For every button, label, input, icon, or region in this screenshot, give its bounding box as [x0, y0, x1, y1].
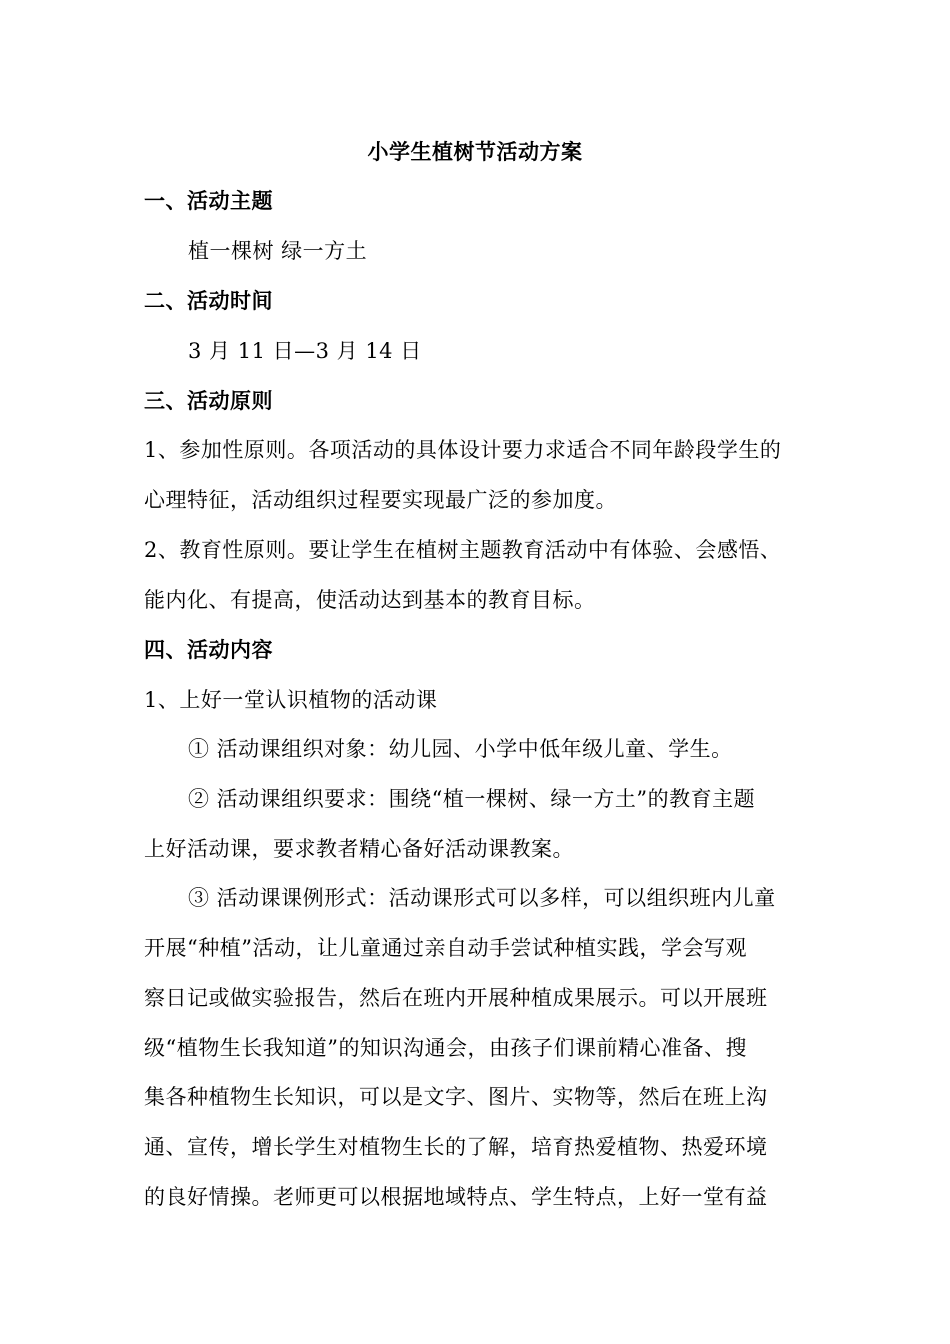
paragraph-line: 3 月 11 日—3 月 14 日	[188, 339, 422, 363]
paragraph-line: 开展“种植”活动，让儿童通过亲自动手尝试种植实践，学会写观	[144, 936, 747, 960]
paragraph-line: 察日记或做实验报告，然后在班内开展种植成果展示。可以开展班	[144, 986, 768, 1010]
paragraph-line: 植一棵树 绿一方土	[188, 239, 368, 263]
paragraph-line: 通、宣传，增长学生对植物生长的了解，培育热爱植物、热爱环境	[144, 1135, 768, 1159]
paragraph-line: 1、上好一堂认识植物的活动课	[144, 688, 438, 712]
paragraph-line: 上好活动课，要求教者精心备好活动课教案。	[144, 837, 574, 861]
paragraph-line: 的良好情操。老师更可以根据地域特点、学生特点，上好一堂有益	[144, 1185, 768, 1209]
paragraph-line: 集各种植物生长知识，可以是文字、图片、实物等，然后在班上沟	[144, 1085, 768, 1109]
section-heading-theme: 一、活动主题	[144, 188, 273, 213]
section-heading-content: 四、活动内容	[144, 637, 273, 662]
paragraph-line: 2、教育性原则。要让学生在植树主题教育活动中有体验、会感悟、	[144, 538, 782, 562]
document-title: 小学生植树节活动方案	[367, 139, 583, 164]
paragraph-line: 1、参加性原则。各项活动的具体设计要力求适合不同年龄段学生的	[144, 438, 782, 462]
paragraph-line: 心理特征，活动组织过程要实现最广泛的参加度。	[144, 488, 617, 512]
section-heading-time: 二、活动时间	[144, 288, 273, 313]
paragraph-line: 能内化、有提高，使活动达到基本的教育目标。	[144, 588, 596, 612]
section-heading-principles: 三、活动原则	[144, 388, 273, 413]
paragraph-line: ② 活动课组织要求：围绕“植一棵树、绿一方土”的教育主题	[188, 787, 756, 811]
paragraph-line: 级“植物生长我知道”的知识沟通会，由孩子们课前精心准备、搜	[144, 1036, 747, 1060]
paragraph-line: ① 活动课组织对象：幼儿园、小学中低年级儿童、学生。	[188, 737, 733, 761]
paragraph-line: ③ 活动课课例形式：活动课形式可以多样，可以组织班内儿童	[188, 886, 776, 910]
